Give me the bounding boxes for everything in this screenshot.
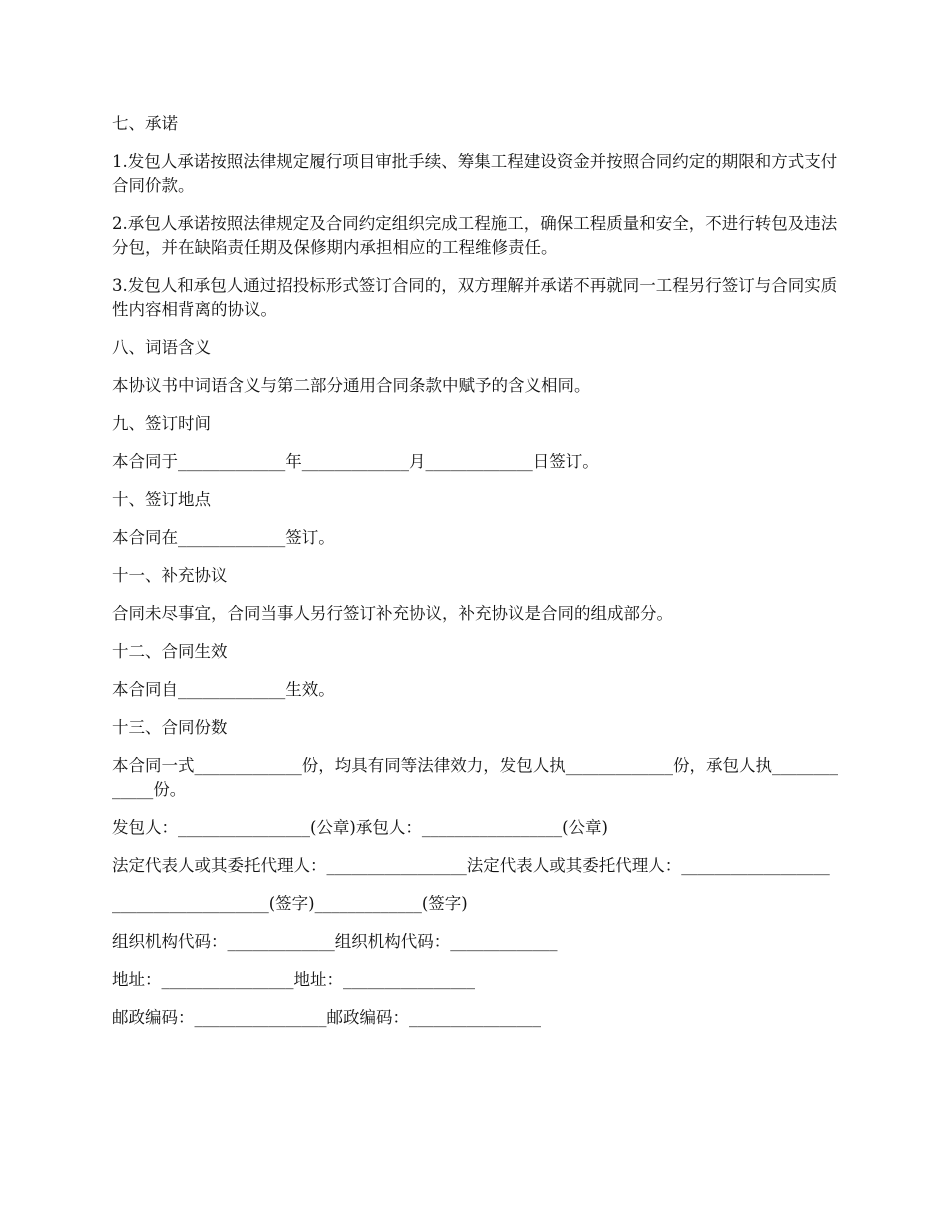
organization-code-line: 组织机构代码：_____________组织机构代码：_____________ [112,932,558,951]
section-heading-signing-date: 九、签订时间 [112,414,211,433]
section-heading-supplementary: 十一、补充协议 [112,566,228,585]
postal-code-line: 邮政编码：________________邮政编码：________________ [112,1008,541,1027]
copies-line: 本合同一式_____________份，均具有同等法律效力，发包人执_____________份，承包人执_____________份。 [112,756,838,799]
clause-employer-commitment: 1.发包人承诺按照法律规定履行项目审批手续、筹集工程建设资金并按照合同约定的期限和方式支付合同价款。 [112,152,838,195]
effectiveness-line: 本合同自_____________生效。 [112,680,335,699]
section-heading-effectiveness: 十二、合同生效 [112,642,228,661]
signature-representative-line: 法定代表人或其委托代理人：_________________法定代表人或其委托代理人：__________________ [112,856,830,875]
signature-sign-line: ___________________(签字)_____________(签字) [112,894,468,913]
clause-bidding-commitment: 3.发包人和承包人通过招投标形式签订合同的，双方理解并承诺不再就同一工程另行签订与合同实质性内容相背离的协议。 [112,276,838,319]
signing-place-line: 本合同在_____________签订。 [112,528,335,547]
section-heading-signing-place: 十、签订地点 [112,490,211,509]
clause-contractor-commitment: 2.承包人承诺按照法律规定及合同约定组织完成工程施工，确保工程质量和安全，不进行转包及违法分包，并在缺陷责任期及保修期内承担相应的工程维修责任。 [112,214,838,257]
document-page [112,112,840,1044]
supplementary-text: 合同未尽事宜，合同当事人另行签订补充协议，补充协议是合同的组成部分。 [112,604,673,623]
section-heading-commitment: 七、承诺 [112,114,178,133]
section-heading-definitions: 八、词语含义 [112,338,211,357]
section-heading-copies: 十三、合同份数 [112,718,228,737]
address-line: 地址：________________地址：________________ [112,970,475,989]
signing-date-line: 本合同于_____________年_____________月_____________日签订。 [112,452,599,471]
definitions-text: 本协议书中词语含义与第二部分通用合同条款中赋予的含义相同。 [112,376,591,395]
signature-parties-line: 发包人：________________(公章)承包人：_________________(公章) [112,818,608,837]
